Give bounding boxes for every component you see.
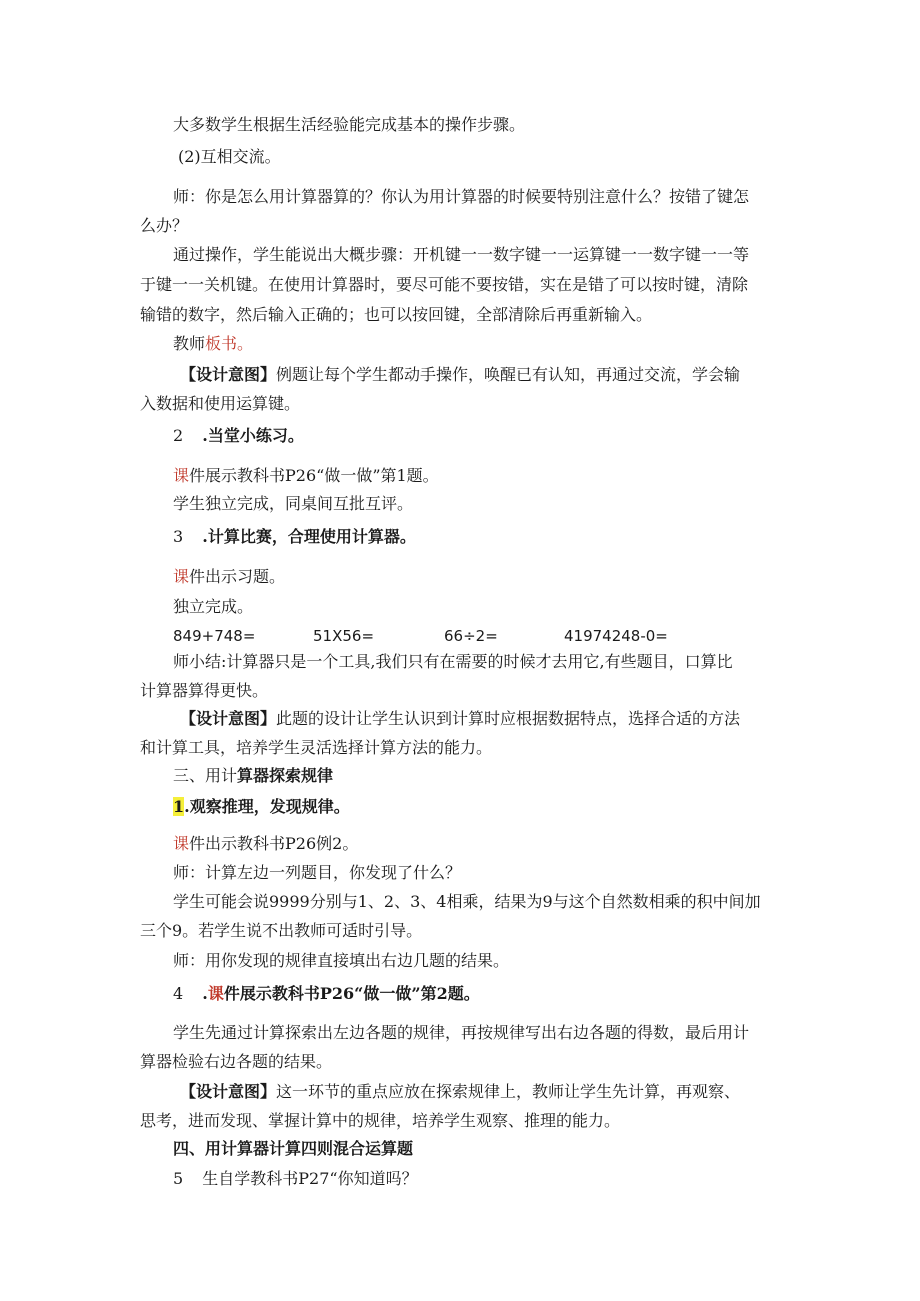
section-heading: 四、用计算器计算四则混合运算题 — [173, 1139, 414, 1158]
paragraph-line: 独立完成。 — [173, 597, 254, 616]
exercise-item: 66÷2= — [444, 627, 498, 645]
section-heading — [173, 983, 800, 1005]
paragraph-line: 三个9。若学生说不出教师可适时引导。 — [140, 921, 423, 940]
design-intent-label: 【设计意图】 — [180, 709, 277, 728]
paragraph-line: 师小结:计算器只是一个工具,我们只有在需要的时候才去用它,有些题目，口算比 — [173, 652, 733, 671]
paragraph-line: 师：用你发现的规律直接填出右边几题的结果。 — [173, 951, 510, 970]
text-run: 这一环节的重点应放在探索规律上，教师让学生先计算，再观察、 — [276, 1082, 741, 1101]
paragraph-line: 师：你是怎么用计算器算的？你认为用计算器的时候要特别注意什么？按错了键怎 — [173, 187, 750, 206]
paragraph-line: 入数据和使用运算键。 — [140, 394, 301, 413]
item-title-dot: . — [202, 984, 208, 1003]
item-number: 2 — [173, 426, 184, 445]
paragraph-line: 学生独立完成，同桌间互批互评。 — [173, 494, 414, 513]
item-title: .观察推理，发现规律。 — [184, 797, 350, 816]
item-number: 4 — [173, 984, 184, 1003]
highlighted-text: 课 — [173, 834, 190, 853]
exercise-item: 41974248-0= — [564, 627, 668, 645]
paragraph-line — [173, 465, 800, 487]
highlighted-number: 1 — [173, 797, 185, 816]
text-run: 生自学教科书P27“你知道吗？ — [202, 1169, 418, 1188]
paragraph-line: 计算器算得更快。 — [140, 681, 269, 700]
paragraph-line: 师：计算左边一列题目，你发现了什么？ — [173, 863, 462, 882]
paragraph-line: 学生先通过计算探索出左边各题的规律，再按规律写出右边各题的得数，最后用计 — [173, 1023, 750, 1042]
highlighted-text: 课 — [173, 567, 190, 586]
design-intent-label: 【设计意图】 — [180, 365, 277, 384]
design-intent-line — [180, 364, 840, 386]
section-heading — [173, 765, 800, 787]
item-number: 3 — [173, 527, 184, 546]
section-heading — [173, 526, 800, 548]
exercise-row — [173, 625, 800, 647]
text-run: 件出示习题。 — [189, 567, 286, 586]
highlighted-text: 课 — [173, 466, 190, 485]
text-run: 此题的设计让学生认识到计算时应根据数据特点，选择合适的方法 — [276, 709, 741, 728]
paragraph-line: 算器检验右边各题的结果。 — [140, 1052, 333, 1071]
paragraph-line — [173, 333, 800, 355]
paragraph-line: 么办？ — [140, 216, 189, 235]
exercise-item: 849+748= — [173, 627, 256, 645]
highlighted-text: 课 — [207, 984, 224, 1003]
paragraph-line: (2)互相交流。 — [178, 147, 281, 166]
paragraph-line — [173, 566, 800, 588]
design-intent-label: 【设计意图】 — [180, 1082, 277, 1101]
text-run: 件出示教科书P26例2。 — [189, 834, 359, 853]
text-run: 件展示教科书P26“做一做”第1题。 — [189, 466, 439, 485]
item-title: .当堂小练习。 — [202, 426, 304, 445]
item-number: 5 — [173, 1169, 184, 1188]
paragraph-line: 输错的数字，然后输入正确的；也可以按回键，全部清除后再重新输入。 — [140, 305, 653, 324]
paragraph-line: 和计算工具，培养学生灵活选择计算方法的能力。 — [140, 738, 493, 757]
text-run: 例题让每个学生都动手操作，唤醒已有认知，再通过交流，学会输 — [276, 365, 741, 384]
heading-text: 算器探索规律 — [237, 766, 334, 785]
item-title: 件展示教科书P26“做一做”第2题。 — [223, 984, 480, 1003]
paragraph-line: 通过操作，学生能说出大概步骤：开机键一一数字键一一运算键一一数字键一一等 — [173, 245, 750, 264]
paragraph-line — [173, 833, 800, 855]
text-run: 三、用计 — [173, 766, 238, 785]
section-heading — [173, 425, 800, 447]
item-title: .计算比赛，合理使用计算器。 — [202, 527, 416, 546]
paragraph-line — [173, 1168, 800, 1190]
text-run: 教师 — [173, 334, 206, 353]
highlighted-text: 板书。 — [205, 334, 254, 353]
section-heading — [173, 796, 800, 818]
exercise-item: 51X56= — [313, 627, 375, 645]
paragraph-line: 思考，进而发现、掌握计算中的规律，培养学生观察、推理的能力。 — [140, 1111, 621, 1130]
design-intent-line — [180, 1081, 840, 1103]
design-intent-line — [180, 708, 840, 730]
paragraph-line: 学生可能会说9999分别与1、2、3、4相乘，结果为9与这个自然数相乘的积中间加 — [173, 892, 761, 911]
paragraph-line: 大多数学生根据生活经验能完成基本的操作步骤。 — [173, 115, 526, 134]
paragraph-line: 于键一一关机键。在使用计算器时，要尽可能不要按错，实在是错了可以按时键，清除 — [140, 275, 749, 294]
